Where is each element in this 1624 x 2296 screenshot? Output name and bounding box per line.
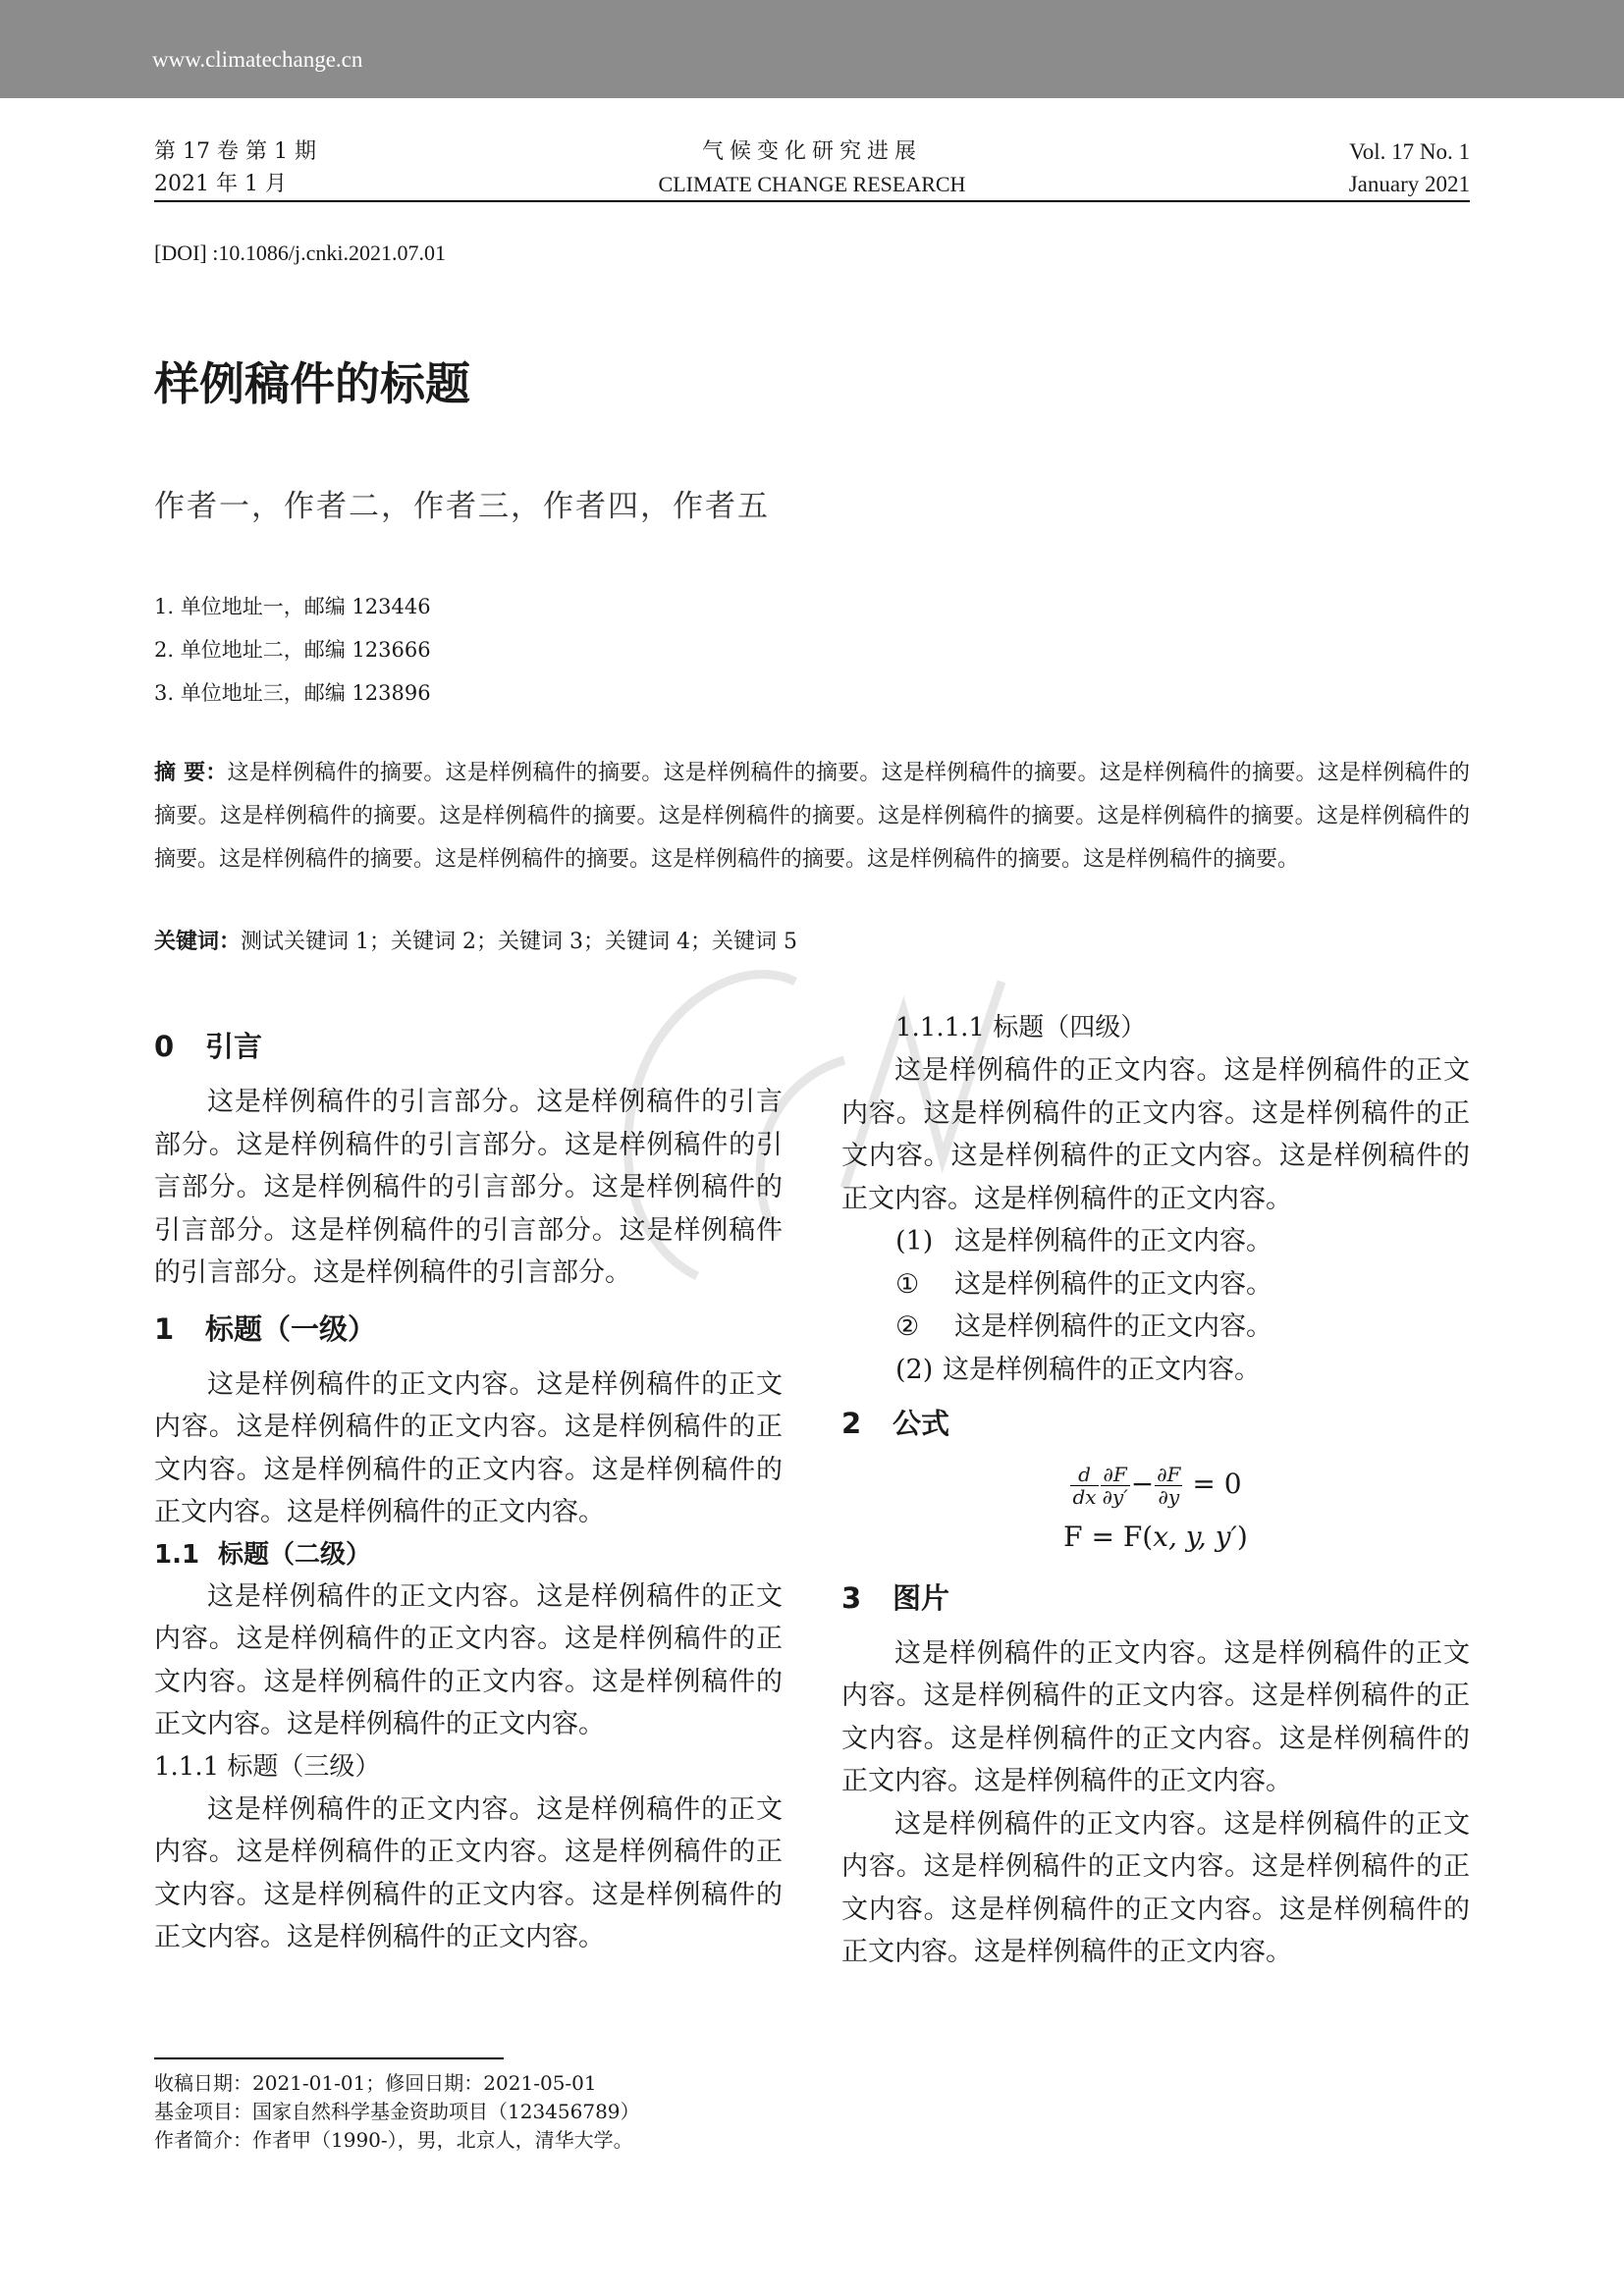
section-1-heading: 1 标题（一级）	[154, 1311, 377, 1346]
list-item: ① 这是样例稿件的正文内容。	[895, 1268, 1272, 1300]
received-date: 收稿日期：2021-01-01；修回日期：2021-05-01	[154, 2071, 597, 2095]
intro-paragraph: 这是样例稿件的引言部分。这是样例稿件的引言部分。这是样例稿件的引言部分。这是样例稿件的引言部分。这是样例稿件的引言部分。这是样例稿件的引言部分。这是样例稿件的引言部分。这是样例稿件的引言部分。这是样例稿件的引言部分。	[154, 1087, 783, 1288]
affiliation-1: 1. 单位地址一，邮编 123446	[154, 595, 431, 618]
journal-name	[154, 135, 1470, 200]
equation-2: F = F(x, y, y′)	[1063, 1521, 1248, 1553]
journal-name-cn: 气候变化研究进展	[701, 139, 922, 164]
issue-volume: 第 17 卷 第 1 期	[154, 139, 316, 164]
paper-title: 样例稿件的标题	[154, 357, 470, 410]
list-item: ② 这是样例稿件的正文内容。	[895, 1311, 1272, 1342]
fraction: $\frac{d}{dx}$	[1072, 1463, 1097, 1509]
section-1-paragraph: 这是样例稿件的正文内容。这是样例稿件的正文内容。这是样例稿件的正文内容。这是样例稿件的正文内容。这是样例稿件的正文内容。这是样例稿件的正文内容。这是样例稿件的正文内容。	[154, 1368, 783, 1527]
section-1-1-1-1-heading: 1.1.1.1 标题（四级）	[895, 1013, 1147, 1042]
section-1-1-1-heading: 1.1.1 标题（三级）	[154, 1751, 381, 1782]
issue-date: 2021 年 1 月	[154, 172, 287, 196]
affiliation-3: 3. 单位地址三，邮编 123896	[154, 681, 431, 705]
author-list: 作者一，作者二，作者三，作者四，作者五	[154, 489, 770, 524]
affiliation-2: 2. 单位地址二，邮编 123666	[154, 638, 431, 662]
author-bio: 作者简介：作者甲（1990-），男，北京人，清华大学。	[154, 2128, 633, 2152]
section-3-paragraph-2: 这是样例稿件的正文内容。这是样例稿件的正文内容。这是样例稿件的正文内容。这是样例稿件的正文内容。这是样例稿件的正文内容。这是样例稿件的正文内容。这是样例稿件的正文内容。	[841, 1808, 1470, 1967]
section-1-1-paragraph: 这是样例稿件的正文内容。这是样例稿件的正文内容。这是样例稿件的正文内容。这是样例稿件的正文内容。这是样例稿件的正文内容。这是样例稿件的正文内容。这是样例稿件的正文内容。	[154, 1580, 783, 1739]
funding: 基金项目：国家自然科学基金资助项目（123456789）	[154, 2100, 640, 2123]
section-0-heading: 0 引言	[154, 1030, 263, 1063]
left-column	[154, 1025, 783, 1959]
section-3-paragraph-1: 这是样例稿件的正文内容。这是样例稿件的正文内容。这是样例稿件的正文内容。这是样例稿件的正文内容。这是样例稿件的正文内容。这是样例稿件的正文内容。这是样例稿件的正文内容。	[841, 1637, 1470, 1796]
keywords-text: 测试关键词 1；关键词 2；关键词 3；关键词 4；关键词 5	[241, 930, 797, 954]
top-banner	[0, 0, 1624, 98]
issue-info-en	[1349, 135, 1470, 200]
equation-1: $\frac{d}{dx}$ $\frac{\partial F}{\partial y'}$ − $\frac{\partial F}{\partial y}$ = 0	[1072, 1463, 1242, 1509]
abstract-text: 这是样例稿件的摘要。这是样例稿件的摘要。这是样例稿件的摘要。这是样例稿件的摘要。这是样例稿件的摘要。这是样例稿件的摘要。这是样例稿件的摘要。这是样例稿件的摘要。这是样例稿件的摘要。这是样例稿件的摘要。这是样例稿件的摘要。这是样例稿件的摘要。这是样例稿件的摘要。这是样例稿件的摘要。这是样例稿件的摘要。这是样例稿件的摘要。这是样例稿件的摘要。	[154, 761, 1470, 872]
list-item: (2) 这是样例稿件的正文内容。	[895, 1354, 1261, 1385]
right-column	[841, 1007, 1470, 1974]
fraction: $\frac{\partial F}{\partial y'}$	[1102, 1463, 1128, 1509]
section-1-1-1-1-paragraph: 这是样例稿件的正文内容。这是样例稿件的正文内容。这是样例稿件的正文内容。这是样例稿件的正文内容。这是样例稿件的正文内容。这是样例稿件的正文内容。这是样例稿件的正文内容。	[841, 1055, 1470, 1214]
abstract-label: 摘 要：	[154, 761, 228, 785]
site-url[interactable]: www.climatechange.cn	[152, 47, 363, 72]
footnote-rule	[154, 2057, 504, 2059]
date-en: January 2021	[1348, 172, 1470, 196]
running-head	[154, 135, 1470, 202]
section-1-1-heading: 1.1 标题（二级）	[154, 1539, 372, 1570]
section-2-heading: 2 公式	[841, 1407, 950, 1440]
fraction: $\frac{\partial F}{\partial y}$	[1157, 1463, 1181, 1509]
section-3-heading: 3 图片	[841, 1580, 950, 1615]
footnotes	[154, 2069, 640, 2155]
affiliations	[154, 585, 431, 715]
section-1-1-1-paragraph: 这是样例稿件的正文内容。这是样例稿件的正文内容。这是样例稿件的正文内容。这是样例稿件的正文内容。这是样例稿件的正文内容。这是样例稿件的正文内容。这是样例稿件的正文内容。	[154, 1793, 783, 1952]
doi: [DOI] :10.1086/j.cnki.2021.07.01	[154, 240, 446, 265]
journal-name-en: CLIMATE CHANGE RESEARCH	[658, 172, 966, 196]
keywords-label: 关键词：	[154, 930, 242, 954]
volume-en: Vol. 17 No. 1	[1349, 139, 1470, 164]
list-item: (1) 这是样例稿件的正文内容。	[895, 1226, 1272, 1256]
keywords	[154, 923, 797, 962]
abstract	[154, 752, 1470, 881]
